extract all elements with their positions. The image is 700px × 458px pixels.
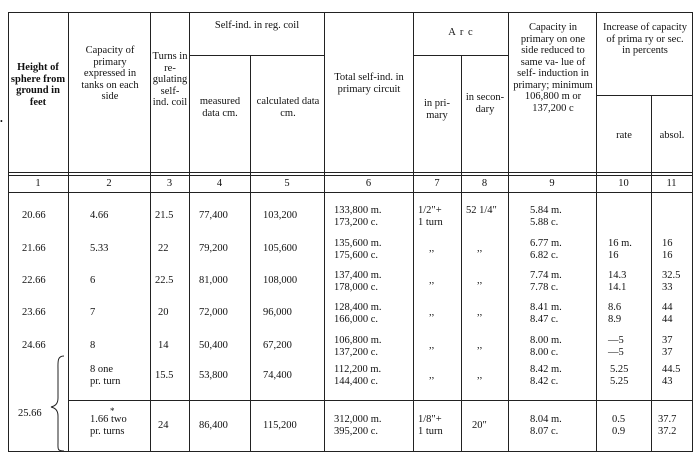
col-number: 2 — [106, 178, 112, 189]
cell-rate: 5.25 — [610, 376, 629, 387]
col-number: 8 — [481, 178, 488, 189]
cell-cap-c: 8.07 c. — [530, 426, 559, 437]
cell-measured: 53,800 — [199, 370, 228, 381]
cell-total-c: 395,200 c. — [334, 426, 379, 437]
cell-total-c: 137,200 c. — [334, 347, 379, 358]
col-number: 1 — [35, 178, 41, 189]
cell-absol: 16 — [662, 238, 673, 249]
cell-cap-c: 8.42 c. — [530, 376, 559, 387]
cell-rate: 5.25 — [610, 364, 629, 375]
cell-turns: 24 — [158, 420, 169, 431]
cell-absol: 44 — [662, 302, 673, 313]
cell-rate: 0.9 — [612, 426, 626, 437]
header-arc-primary: in pri- mary — [424, 98, 450, 121]
cell-absol: 32.5 — [662, 270, 681, 281]
cell-total-c: 178,000 c. — [334, 282, 379, 293]
col-number: 7 — [434, 178, 440, 189]
cell-arc-primary: ,, — [429, 307, 435, 318]
cell-arc-primary: ,, — [429, 243, 435, 254]
cell-rate: —5 — [608, 347, 624, 358]
header-measured: measured data cm. — [199, 96, 241, 119]
cell-cap-m: 8.00 m. — [530, 335, 562, 346]
cell-height: 25.66 — [18, 408, 42, 419]
cell-cap-c: 7.78 c. — [530, 282, 559, 293]
cell-capacity: 5.33 — [90, 243, 109, 254]
cell-calculated: 108,000 — [263, 275, 298, 286]
cell-arc-primary: ,, — [429, 275, 435, 286]
cell-absol: 44.5 — [662, 364, 681, 375]
cell-absol: 33 — [662, 282, 673, 293]
cell-absol: 16 — [662, 250, 673, 261]
cell-capacity: 6 — [90, 275, 96, 286]
cell-cap-m: 7.74 m. — [530, 270, 562, 281]
cell-arc-secondary: 52 1/4" — [466, 205, 497, 216]
cell-rate: 0.5 — [612, 414, 626, 425]
cell-turns: 22 — [158, 243, 169, 254]
header-arc-group: A r c — [448, 27, 474, 38]
header-increase-group: Increase of capacity of prima ry or sec. in percents — [603, 22, 687, 56]
cell-cap-m: 6.77 m. — [530, 238, 562, 249]
cell-rate: 8.6 — [608, 302, 622, 313]
cell-calculated: 96,000 — [263, 307, 292, 318]
cell-absol: 37 — [662, 347, 673, 358]
cell-cap-m: 8.04 m. — [530, 414, 562, 425]
header-calculated: calculated data cm. — [256, 96, 320, 119]
cell-arc-primary: 1/2"+ — [418, 205, 442, 216]
col-number: 4 — [216, 178, 223, 189]
cell-measured: 81,000 — [199, 275, 228, 286]
cell-total-c: 175,600 c. — [334, 250, 379, 261]
cell-rate: 14.1 — [608, 282, 627, 293]
col-number: 5 — [284, 178, 290, 189]
header-selfind-group: Self-ind. in reg. coil — [214, 20, 300, 31]
cell-turns: 14 — [158, 340, 169, 351]
cell-turns: 20 — [158, 307, 169, 318]
cell-absol: 37 — [662, 335, 673, 346]
cell-cap-c: 5.88 c. — [530, 217, 559, 228]
cell-arc-secondary: 20" — [472, 420, 487, 431]
cell-arc-primary: 1/8"+ — [418, 414, 442, 425]
cell-capacity-note: pr. turn — [90, 376, 121, 387]
cell-cap-m: 8.41 m. — [530, 302, 562, 313]
cell-absol: 44 — [662, 314, 673, 325]
col-number: 9 — [549, 178, 555, 189]
cell-turns: 22.5 — [155, 275, 174, 286]
cell-total-m: 137,400 m. — [334, 270, 382, 281]
cell-cap-c: 6.82 c. — [530, 250, 559, 261]
cell-cap-c: 8.00 c. — [530, 347, 559, 358]
cell-total-m: 106,800 m. — [334, 335, 382, 346]
cell-calculated: 105,600 — [263, 243, 298, 254]
cell-total-m: 112,200 m. — [334, 364, 382, 375]
cell-turns: 15.5 — [155, 370, 174, 381]
cell-rate: 8.9 — [608, 314, 622, 325]
cell-absol: 37.7 — [658, 414, 677, 425]
cell-height: 24.66 — [22, 340, 46, 351]
cell-arc-secondary: ,, — [477, 243, 483, 254]
cell-capacity: 8 — [90, 340, 96, 351]
cell-total-c: 173,200 c. — [334, 217, 379, 228]
cell-measured: 79,200 — [199, 243, 228, 254]
cell-calculated: 67,200 — [263, 340, 292, 351]
cell-turns: 21.5 — [155, 210, 174, 221]
cell-measured: 72,000 — [199, 307, 228, 318]
cell-arc-primary: ,, — [429, 340, 435, 351]
header-turns: Turns in re- gulating self- ind. coil — [152, 51, 188, 108]
cell-total-c: 166,000 c. — [334, 314, 379, 325]
cell-capacity: 4.66 — [90, 210, 109, 221]
cell-total-m: 133,800 m. — [334, 205, 382, 216]
cell-absol: 43 — [662, 376, 673, 387]
header-rate: rate — [616, 130, 632, 141]
cell-cap-m: 5.84 m. — [530, 205, 562, 216]
margin-dot: • — [0, 117, 3, 126]
cell-cap-c: 8.47 c. — [530, 314, 559, 325]
cell-rate: 16 m. — [608, 238, 632, 249]
header-arc-secondary: in secon- dary — [465, 92, 505, 115]
cell-rate: —5 — [608, 335, 624, 346]
col-number: 10 — [618, 178, 629, 189]
cell-absol: 37.2 — [658, 426, 677, 437]
col-number: 11 — [666, 178, 677, 189]
header-absol: absol. — [659, 130, 685, 141]
cell-height: 22.66 — [22, 275, 46, 286]
cell-height: 21.66 — [22, 243, 46, 254]
header-capacity: Capacity of primary expressed in tanks on each side — [81, 45, 139, 102]
header-total: Total self-ind. in primary circuit — [334, 72, 404, 95]
cell-total-c: 144,400 c. — [334, 376, 379, 387]
asterisk: * — [110, 406, 115, 416]
cell-measured: 77,400 — [199, 210, 228, 221]
cell-rate: 16 — [608, 250, 619, 261]
col-number: 3 — [166, 178, 173, 189]
cell-calculated: 103,200 — [263, 210, 298, 221]
cell-arc-primary: ,, — [429, 370, 435, 381]
cell-arc-secondary: ,, — [477, 370, 483, 381]
cell-height: 23.66 — [22, 307, 46, 318]
col-number: 6 — [365, 178, 372, 189]
cell-total-m: 128,400 m. — [334, 302, 382, 313]
cell-cap-m: 8.42 m. — [530, 364, 562, 375]
cell-rate: 14.3 — [608, 270, 627, 281]
cell-capacity: 1.66 two — [90, 414, 127, 425]
row-brace — [51, 356, 64, 451]
cell-height: 20.66 — [22, 210, 46, 221]
cell-total-m: 135,600 m. — [334, 238, 382, 249]
cell-capacity: 7 — [90, 307, 96, 318]
cell-capacity-note: pr. turns — [90, 426, 125, 437]
cell-total-m: 312,000 m. — [334, 414, 382, 425]
cell-measured: 86,400 — [199, 420, 228, 431]
cell-calculated: 74,400 — [263, 370, 292, 381]
header-height: Height of sphere from ground in feet — [10, 62, 66, 108]
cell-arc-secondary: ,, — [477, 340, 483, 351]
cell-arc-primary-turn: 1 turn — [418, 426, 443, 437]
cell-arc-primary-turn: 1 turn — [418, 217, 443, 228]
cell-measured: 50,400 — [199, 340, 228, 351]
cell-calculated: 115,200 — [263, 420, 297, 431]
cell-arc-secondary: ,, — [477, 275, 483, 286]
cell-capacity: 8 one — [90, 364, 114, 375]
cell-arc-secondary: ,, — [477, 307, 483, 318]
header-capacity-reduced: Capacity in primary on one side reduced to same va- lue of self- induction in primary; minimum 106,800 m or 137,200 c — [513, 22, 593, 114]
